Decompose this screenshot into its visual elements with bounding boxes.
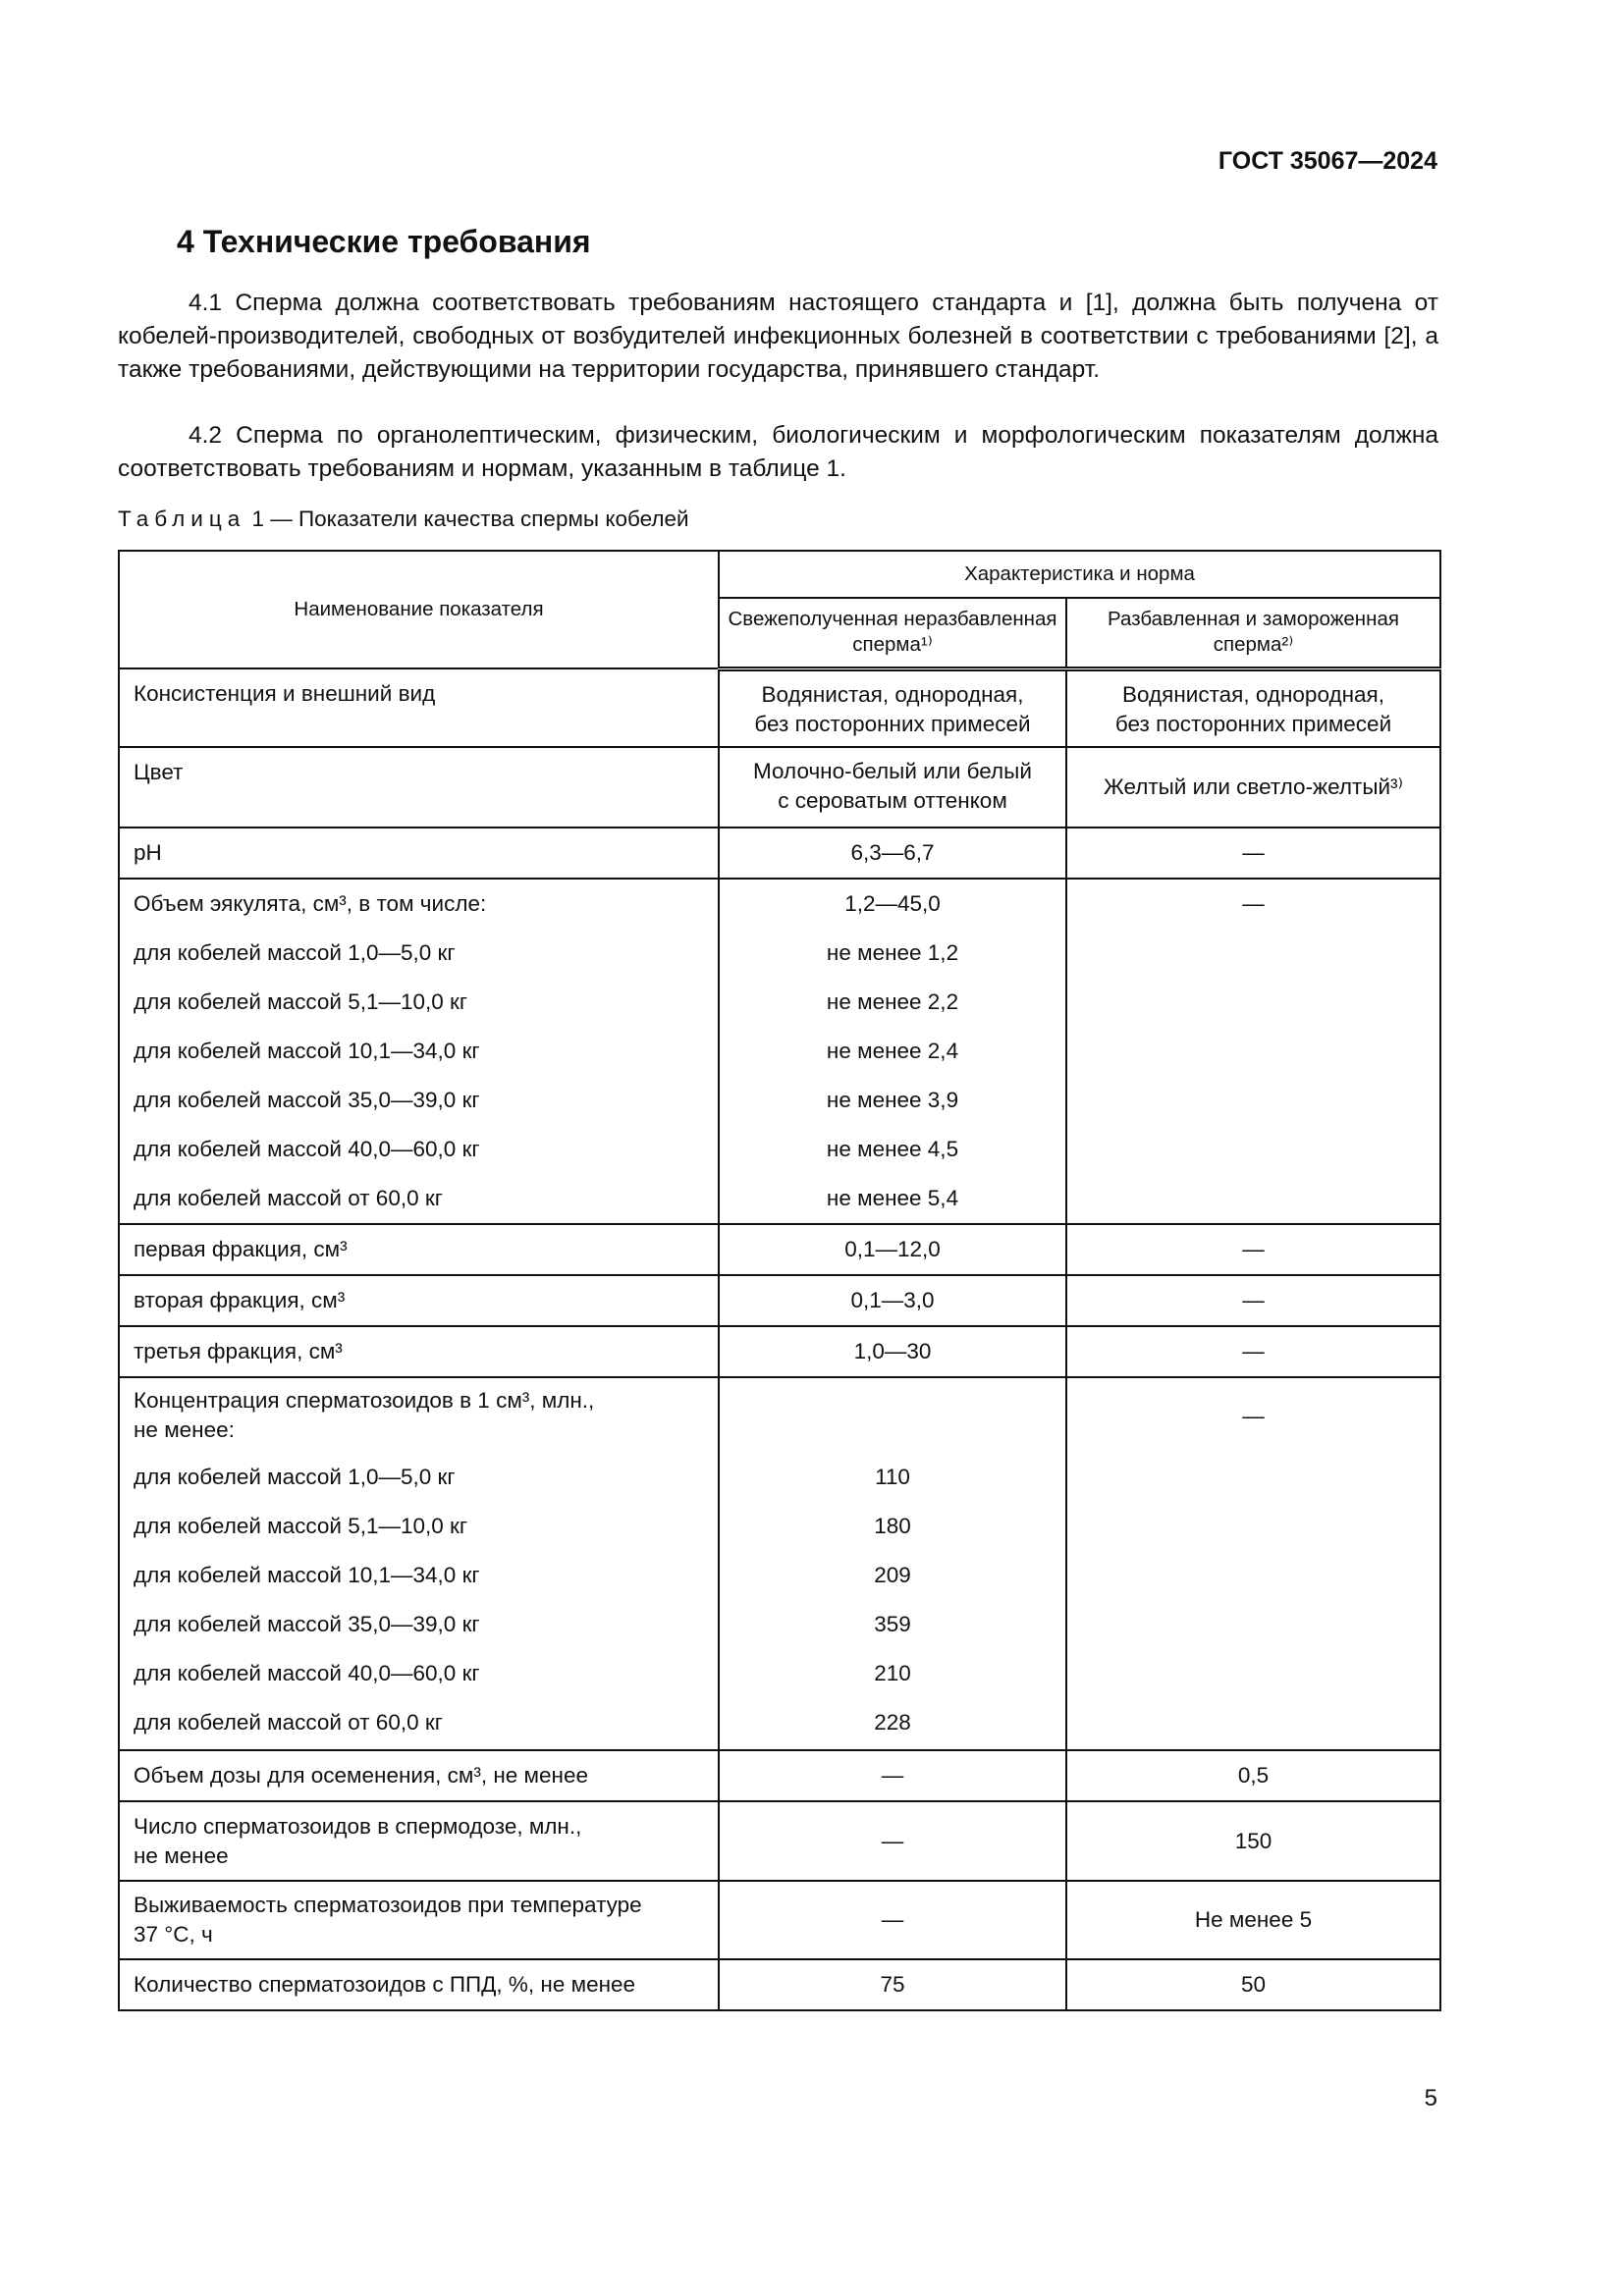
cell-line: не менее: (134, 1417, 235, 1442)
cell-line: 150 (1234, 1828, 1272, 1853)
cell-line: — (1242, 1288, 1265, 1312)
document-code: ГОСТ 35067—2024 (1218, 147, 1437, 175)
cell-col1 (719, 1275, 1066, 1326)
table-row (119, 1377, 1440, 1750)
cell-line: первая фракция, см³ (134, 1237, 348, 1261)
header-col1: Свежеполученная неразбавленная сперма¹⁾ (719, 598, 1066, 668)
cell-line: для кобелей массой 10,1—34,0 кг (134, 1563, 480, 1587)
cell-col1 (719, 828, 1066, 879)
cell-line: 0,1—12,0 (844, 1237, 941, 1261)
cell-col1 (719, 1750, 1066, 1801)
page-number: 5 (1424, 2085, 1437, 2111)
cell-name (119, 1275, 719, 1326)
cell-line: 0,1—3,0 (850, 1288, 935, 1312)
cell-line: для кобелей массой 40,0—60,0 кг (134, 1661, 480, 1685)
cell-line: не менее 2,4 (826, 1039, 959, 1063)
cell-line: с сероватым оттенком (778, 788, 1007, 813)
cell-col1 (719, 1801, 1066, 1881)
cell-line: для кобелей массой от 60,0 кг (134, 1186, 443, 1210)
section-heading: 4 Технические требования (177, 224, 591, 259)
cell-line: для кобелей массой от 60,0 кг (134, 1710, 443, 1735)
cell-line: для кобелей массой 1,0—5,0 кг (134, 940, 456, 965)
header-col2: Разбавленная и замороженная сперма²⁾ (1066, 598, 1440, 668)
cell-line: 6,3—6,7 (850, 840, 935, 865)
cell-line: для кобелей массой 40,0—60,0 кг (134, 1137, 480, 1161)
cell-name (119, 668, 719, 747)
cell-line: для кобелей массой 5,1—10,0 кг (134, 1514, 468, 1538)
table-caption (118, 507, 689, 532)
table-row (119, 1959, 1440, 2010)
table-row (119, 1224, 1440, 1275)
cell-col2 (1066, 1275, 1440, 1326)
cell-line: — (1242, 1339, 1265, 1363)
cell-line: pH (134, 840, 162, 865)
cell-col2 (1066, 879, 1440, 1224)
table-body (119, 668, 1440, 2010)
caption-label: Таблица (118, 507, 246, 531)
cell-line: для кобелей массой 35,0—39,0 кг (134, 1612, 480, 1636)
cell-line: не менее 5,4 (826, 1186, 959, 1210)
cell-name (119, 1959, 719, 2010)
cell-line: — (1242, 891, 1265, 916)
cell-line: Количество сперматозоидов с ППД, %, не менее (134, 1972, 636, 1997)
cell-line: 0,5 (1237, 1763, 1270, 1788)
cell-line: 50 (1240, 1972, 1267, 1997)
cell-line: 75 (880, 1972, 905, 1997)
cell-name (119, 1377, 719, 1750)
quality-table (118, 550, 1441, 2011)
cell-line: для кобелей массой 35,0—39,0 кг (134, 1088, 480, 1112)
header-group: Характеристика и норма (719, 551, 1440, 598)
cell-line: 110 (875, 1465, 910, 1489)
cell-col1 (719, 1881, 1066, 1959)
paragraph-4-2: 4.2 Сперма по органолептическим, физическим, биологическим и морфологическим показателям должна соответствовать требованиям и нормам, указанным в таблице 1. (118, 422, 1438, 482)
cell-col1 (719, 668, 1066, 747)
cell-col2 (1066, 1881, 1440, 1959)
cell-line: 37 °С, ч (134, 1922, 213, 1947)
cell-name (119, 1881, 719, 1959)
cell-col1 (719, 1326, 1066, 1377)
cell-name (119, 1224, 719, 1275)
cell-col2 (1066, 668, 1440, 747)
cell-name (119, 1326, 719, 1377)
cell-lead (720, 1378, 1065, 1453)
cell-line: — (1242, 1237, 1265, 1261)
cell-line: 210 (874, 1661, 911, 1685)
cell-col2 (1066, 1377, 1440, 1750)
cell-line: для кобелей массой 1,0—5,0 кг (134, 1465, 456, 1489)
cell-line: Молочно-белый или белый (753, 759, 1032, 783)
cell-col1 (719, 1959, 1066, 2010)
cell-name (119, 1750, 719, 1801)
table-row (119, 1275, 1440, 1326)
cell-col2 (1066, 1750, 1440, 1801)
table-row (119, 747, 1440, 828)
table-row (119, 668, 1440, 747)
cell-line: Водянистая, однородная, (1122, 681, 1384, 707)
table-row (119, 828, 1440, 879)
cell-col2 (1066, 747, 1440, 828)
cell-lead (134, 1378, 718, 1453)
cell-col2 (1066, 1326, 1440, 1377)
cell-line: для кобелей массой 5,1—10,0 кг (134, 989, 468, 1014)
caption-text: 1 — Показатели качества спермы кобелей (245, 507, 689, 531)
cell-col1 (719, 747, 1066, 828)
cell-line: — (1242, 840, 1265, 865)
cell-col2 (1066, 1959, 1440, 2010)
cell-line: Объем эякулята, см³, в том числе: (134, 891, 487, 916)
cell-col1 (719, 1377, 1066, 1750)
cell-line: не менее (134, 1842, 229, 1868)
table-row (119, 1881, 1440, 1959)
cell-col2 (1066, 1801, 1440, 1881)
cell-line: Консистенция и внешний вид (134, 681, 436, 706)
cell-line: Объем дозы для осеменения, см³, не менее (134, 1763, 588, 1788)
cell-line: Концентрация сперматозоидов в 1 см³, млн., (134, 1388, 595, 1413)
cell-col1 (719, 1224, 1066, 1275)
paragraph-4-1: 4.1 Сперма должна соответствовать требованиям настоящего стандарта и [1], должна быть получена от кобелей-производителей, свободных от возбудителей инфекционных болезней в соответствии с требованиями [2], а также требованиями, действующими на территории государства, принявшего стандарт. (118, 290, 1438, 383)
cell-line: не менее 4,5 (826, 1137, 959, 1161)
cell-line: не менее 2,2 (826, 989, 959, 1014)
cell-line: 209 (874, 1563, 911, 1587)
cell-line: вторая фракция, см³ (134, 1288, 346, 1312)
cell-line: Водянистая, однородная, (761, 681, 1024, 707)
cell-line: — (881, 1763, 904, 1788)
cell-col2 (1066, 1224, 1440, 1275)
cell-line: Не менее 5 (1194, 1907, 1313, 1932)
cell-line: 180 (874, 1514, 911, 1538)
header-name: Наименование показателя (119, 551, 719, 668)
cell-line: 1,0—30 (853, 1339, 932, 1363)
table-row (119, 1750, 1440, 1801)
cell-line: без посторонних примесей (1114, 711, 1392, 736)
cell-col2 (1066, 828, 1440, 879)
cell-line: Число сперматозоидов в спермодозе, млн., (134, 1813, 582, 1839)
cell-col1 (719, 879, 1066, 1224)
cell-line: 1,2—45,0 (844, 891, 941, 916)
table-row (119, 1801, 1440, 1881)
cell-line: для кобелей массой 10,1—34,0 кг (134, 1039, 480, 1063)
cell-line: без посторонних примесей (754, 711, 1031, 736)
cell-line: 359 (874, 1612, 911, 1636)
cell-name (119, 879, 719, 1224)
cell-name (119, 1801, 719, 1881)
cell-line: Желтый или светло-желтый³⁾ (1103, 774, 1404, 799)
cell-line: 228 (874, 1710, 911, 1735)
cell-name (119, 747, 719, 828)
cell-line: не менее 3,9 (826, 1088, 959, 1112)
cell-line: — (1242, 1404, 1265, 1428)
cell-name (119, 828, 719, 879)
cell-line: не менее 1,2 (826, 940, 959, 965)
cell-line: Цвет (134, 760, 184, 784)
cell-line: — (881, 1907, 904, 1932)
table-row (119, 879, 1440, 1224)
table-row (119, 1326, 1440, 1377)
cell-line: Выживаемость сперматозоидов при температуре (134, 1893, 642, 1917)
cell-line: — (881, 1828, 904, 1853)
cell-line: третья фракция, см³ (134, 1339, 343, 1363)
